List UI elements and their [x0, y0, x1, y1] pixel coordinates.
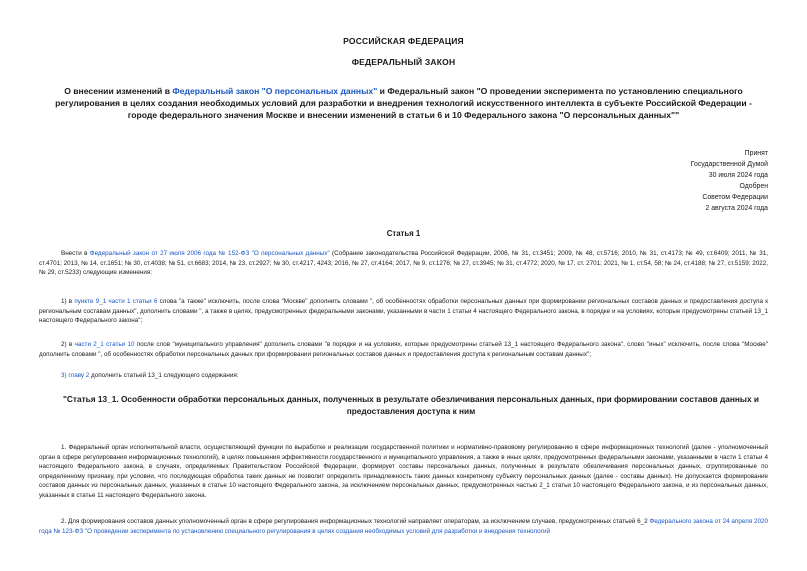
point-2-text: 2. Для формирования составов данных уполномоченный орган в сфере регулирования информационных технологий направляет операторам, за исключением случаев, предусмотренных статьей 6_2	[61, 518, 650, 525]
law-title-link[interactable]: Федеральный закон "О персональных данных"	[172, 86, 378, 96]
item-1-link[interactable]: пункте 9_1 части 1 статьи 6	[74, 298, 158, 305]
adoption-block	[691, 148, 768, 214]
intro-law-link[interactable]: Федеральный закон от 27 июля 2006 года № 152-ФЗ "О персональных данных"	[89, 250, 330, 257]
item-2-text: 2) в	[61, 341, 75, 348]
item-3-link[interactable]: главу 2	[68, 372, 90, 379]
law-type-heading: ФЕДЕРАЛЬНЫЙ ЗАКОН	[351, 57, 456, 67]
article-1-item-3	[39, 371, 768, 381]
item-2-link[interactable]: части 2_1 статьи 10	[74, 341, 135, 348]
item-1-text-rest: слова "а также" исключить, после слова "Москве" дополнить словами ", об особенностях обработки персональных данных при формировании региональных составов данных и предоставления доступа к региональным составам данных", дополнить словами ", а также в целях, предусмотренных федеральными законами, указанными в части 1 статьи 4 настоящего Федерального закона, в порядке и на условиях, которые предусмотрены статьей 13_1 настоящего Федерального закона";	[39, 298, 768, 325]
article-13-1-point-2	[39, 517, 768, 536]
article-13-1-point-1: 1. Федеральный орган исполнительной власти, осуществляющий функции по выработке и реализации государственной политики и нормативно-правовому регулированию в сфере информационных технологий (далее - уполномоченный орган в сфере регулирования информационных технологий), в целях повышения эффективности государственного и муниципального управления, а также в иных целях, предусмотренных федеральными законами, указанными в части 1 статьи 4 настоящего Федерального закона, в случаях, определяемых Правительством Российской Федерации, формирует составы персональных данных, полученных в результате обезличивания персональных данных, сгруппированные по определенному признаку, при условии, что последующая обработка таких данных не позволит определить принадлежность таких данных конкретному субъекту персональных данных (далее - составы данных). Не допускается формирование составов данных из персональных данных, указанных в статье 10 настоящего Федерального закона, за исключением персональных данных, предусмотренных частью 2_1 статьи 10 настоящего Федерального закона, и из персональных данных, указанных в статье 11 настоящего Федерального закона.	[39, 444, 768, 499]
adoption-line: 2 августа 2024 года	[705, 205, 768, 212]
article-1-item-2	[39, 340, 768, 359]
law-title	[40, 85, 767, 121]
intro-text-rest: (Собрание законодательства Российской Федерации, 2006, № 31, ст.3451; 2009, № 48, ст.5716; 2010, № 31, ст.4173; № 49, ст.6409; 2011, № 31, ст.4701; 2013, № 14, ст.1651; № 30, ст.4038; № 51, ст.6683; 2014, № 23, ст.2927; № 30, ст.4217, 4243; 2016, № 27, ст.4164; 2017, № 9, ст.1276; № 27, ст.3945; № 31, ст.4772; 2020, № 17, ст. 2701; 2021, № 1, ст.54, 58; № 24, ст.4188; № 27, ст.5159; 2022, № 29, ст.5233) следующие изменения:	[39, 250, 769, 277]
item-1-text: 1) в	[61, 298, 75, 305]
article-13-1-heading: "Статья 13_1. Особенности обработки персональных данных, полученных в результате обезличивания персональных данных, при формировании составов данных и предоставления доступа к ним	[62, 394, 759, 416]
adoption-line: Одобрен	[739, 183, 768, 190]
adoption-line: Принят	[744, 150, 768, 157]
intro-text: Внести в	[61, 250, 90, 257]
item-3-text: 3)	[61, 372, 69, 379]
article-1-item-1	[39, 297, 768, 326]
point-2-law-link[interactable]: Федерального закона от 24 апреля 2020 года № 123-ФЗ "О проведении эксперимента по установлению специального регулирования в целях создания необходимых условий для разработки и внедрения технологий	[39, 518, 768, 535]
item-2-text-rest: после слов "муниципального управления" дополнить словами "в порядке и на условиях, которые предусмотрены статьей 13_1 настоящего Федерального закона", слово "иных" исключить, после слова "Москве" дополнить словами ", об особенностях обработки персональных данных при формировании региональных составов данных и предоставления доступа к региональным составам данных";	[39, 341, 768, 358]
country-heading: РОССИЙСКАЯ ФЕДЕРАЦИЯ	[343, 36, 464, 46]
adoption-line: Советом Федерации	[702, 194, 768, 201]
article-1-heading: Статья 1	[386, 229, 421, 238]
law-title-text-rest: и Федеральный закон "О проведении эксперимента по установлению специального регулирования в целях создания необходимых условий для разработки и внедрения технологий искусственного интеллекта в субъекте Российской Федерации - городе федерального значения Москве и внесении изменений в статьи 6 и 10 Федерального закона "О персональных данных""	[55, 86, 752, 120]
article-1-intro	[39, 249, 768, 278]
adoption-line: Государственной Думой	[690, 161, 768, 168]
adoption-line: 30 июля 2024 года	[708, 172, 768, 179]
law-title-text: О внесении изменений в	[64, 86, 173, 96]
item-3-text-rest: дополнить статьей 13_1 следующего содержания:	[89, 372, 239, 379]
